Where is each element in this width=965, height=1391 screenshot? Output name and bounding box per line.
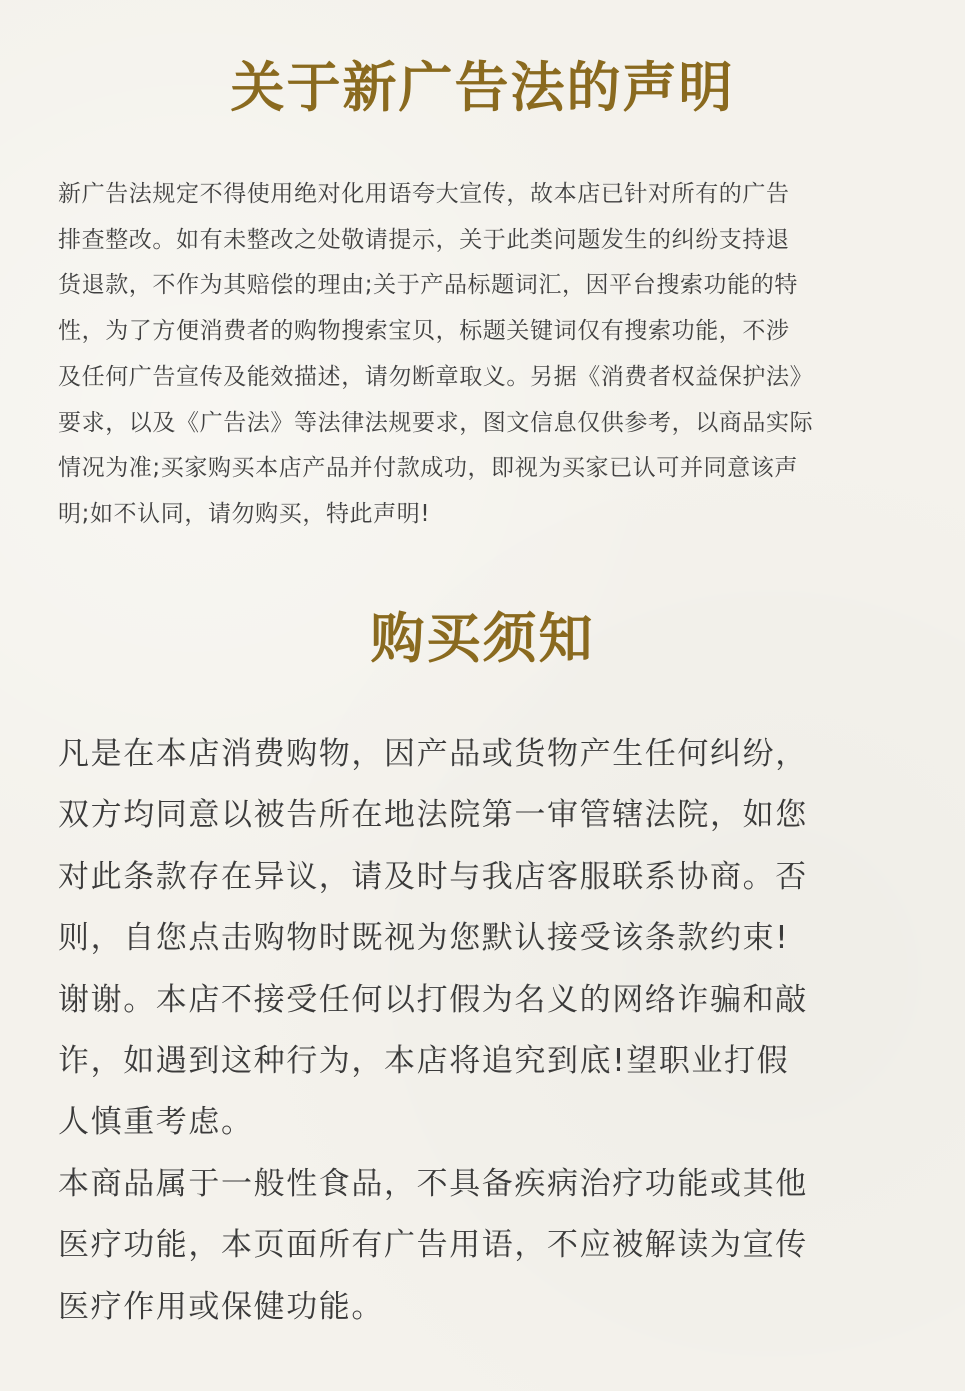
statement-body: 新广告法规定不得使用绝对化用语夸大宣传，故本店已针对所有的广告 排查整改。如有未整改之处敬请提示，关于此类问题发生的纠纷支持退 货退款，不作为其赔偿的理由;关于产品标题词汇，因平台搜索功能的特 性，为了方便消费者的购物搜索宝贝，标题关键词仅有搜索功能，不涉 及任何广告宣传及能效描述，请勿断章取义。另据《消费者权益保护法》 要求，以及《广告法》等法律法规要求，图文信息仅供参考，以商品实际 情况为准;买家购买本店产品并付款成功，即视为买家已认可并同意该声 明;如不认同，请勿购买，特此声明!	[58, 181, 814, 527]
purchase-notice-title: 购买须知	[370, 606, 595, 670]
food-disclaimer-body: 本商品属于一般性食品，不具备疾病治疗功能或其他 医疗功能，本页面所有广告用语，不应被解读为宣传 医疗作用或保健功能。	[58, 1166, 808, 1325]
statement-title: 关于新广告法的声明	[230, 55, 735, 119]
purchase-notice-body: 凡是在本店消费购物，因产品或货物产生任何纠纷， 双方均同意以被告所在地法院第一审管辖法院，如您 对此条款存在异议，请及时与我店客服联系协商。否 则，自您点击购物时既视为您默认接受该条款约束! 谢谢。本店不接受任何以打假为名义的网络诈骗和敲 诈，如遇到这种行为，本店将追究到底!望职业打假 人慎重考虑。	[58, 736, 808, 1141]
